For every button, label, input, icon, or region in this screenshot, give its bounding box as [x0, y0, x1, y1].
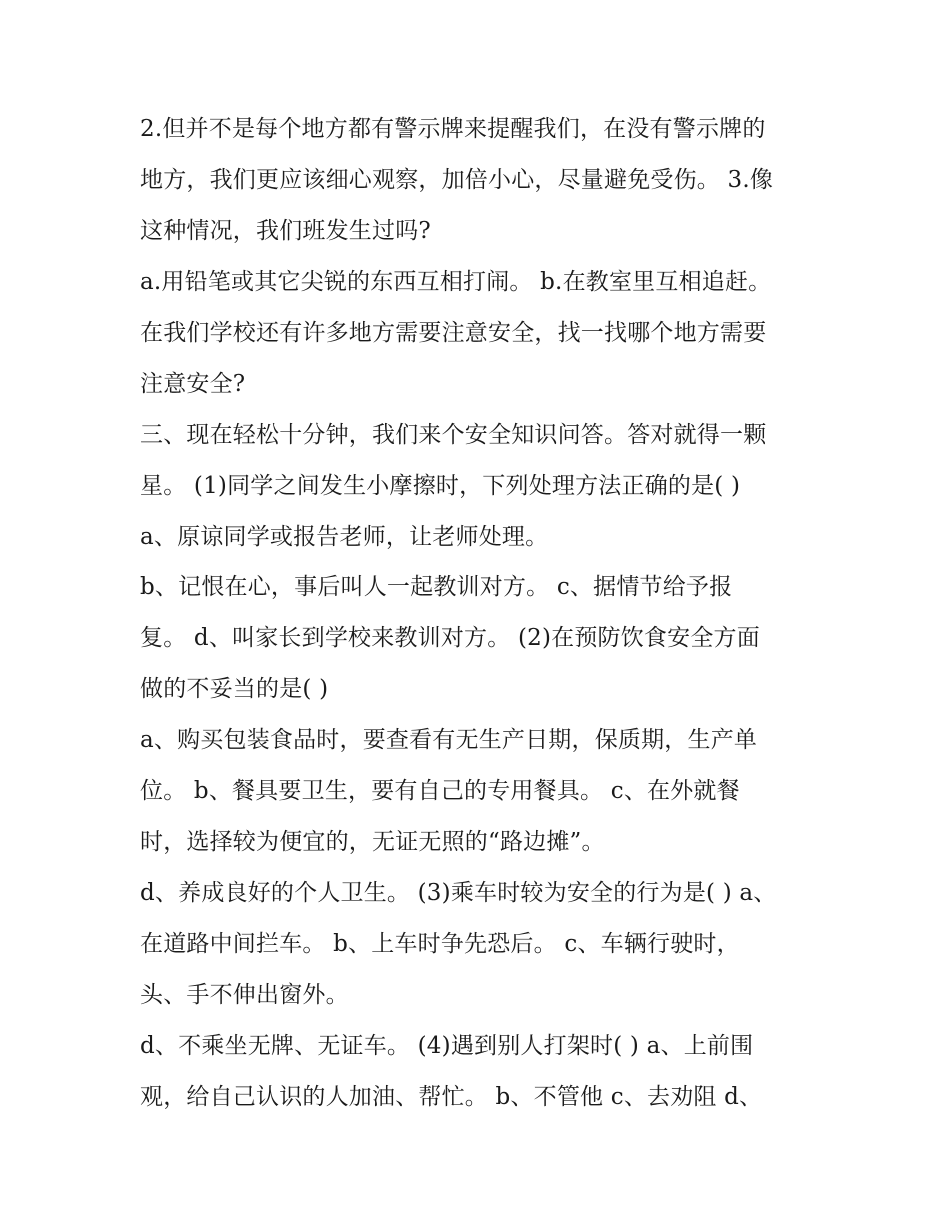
text-line: 三、现在轻松十分钟，我们来个安全知识问答。答对就得一颗 — [140, 422, 767, 448]
text-line: a、购买包装食品时，要查看有无生产日期，保质期，生产单 — [140, 727, 758, 753]
text-line: 在道路中间拦车。 b、上车时争先恐后。 c、车辆行驶时， — [140, 931, 740, 957]
text-line: a.用铅笔或其它尖锐的东西互相打闹。 b.在教室里互相追赶。 — [140, 269, 772, 295]
text-line: 位。 b、餐具要卫生，要有自己的专用餐具。 c、在外就餐 — [140, 778, 740, 804]
text-line: 头、手不伸出窗外。 — [140, 982, 349, 1008]
text-line: 做的不妥当的是( ) — [140, 676, 329, 702]
text-line: d、不乘坐无牌、无证车。 (4)遇到别人打架时( ) a、上前围 — [140, 1033, 754, 1059]
text-line: 在我们学校还有许多地方需要注意安全，找一找哪个地方需要 — [140, 320, 767, 346]
text-line: 星。 (1)同学之间发生小摩擦时，下列处理方法正确的是( ) — [140, 473, 741, 499]
text-line: 观，给自己认识的人加油、帮忙。 b、不管他 c、去劝阻 d、 — [140, 1084, 763, 1110]
text-line: 注意安全? — [140, 371, 246, 397]
text-line: 时，选择较为便宜的，无证无照的“路边摊”。 — [140, 829, 605, 855]
text-line: d、养成良好的个人卫生。 (3)乘车时较为安全的行为是( ) a、 — [140, 880, 777, 906]
text-line: a、原谅同学或报告老师，让老师处理。 — [140, 524, 549, 550]
text-line: 这种情况，我们班发生过吗? — [140, 218, 431, 244]
text-line: 2.但并不是每个地方都有警示牌来提醒我们，在没有警示牌的 — [140, 116, 766, 142]
text-line: 地方，我们更应该细心观察，加倍小心，尽量避免受伤。 3.像 — [140, 167, 774, 193]
text-line: 复。 d、叫家长到学校来教训对方。 (2)在预防饮食安全方面 — [140, 625, 760, 651]
text-line: b、记恨在心，事后叫人一起教训对方。 c、据情节给予报 — [140, 574, 733, 600]
